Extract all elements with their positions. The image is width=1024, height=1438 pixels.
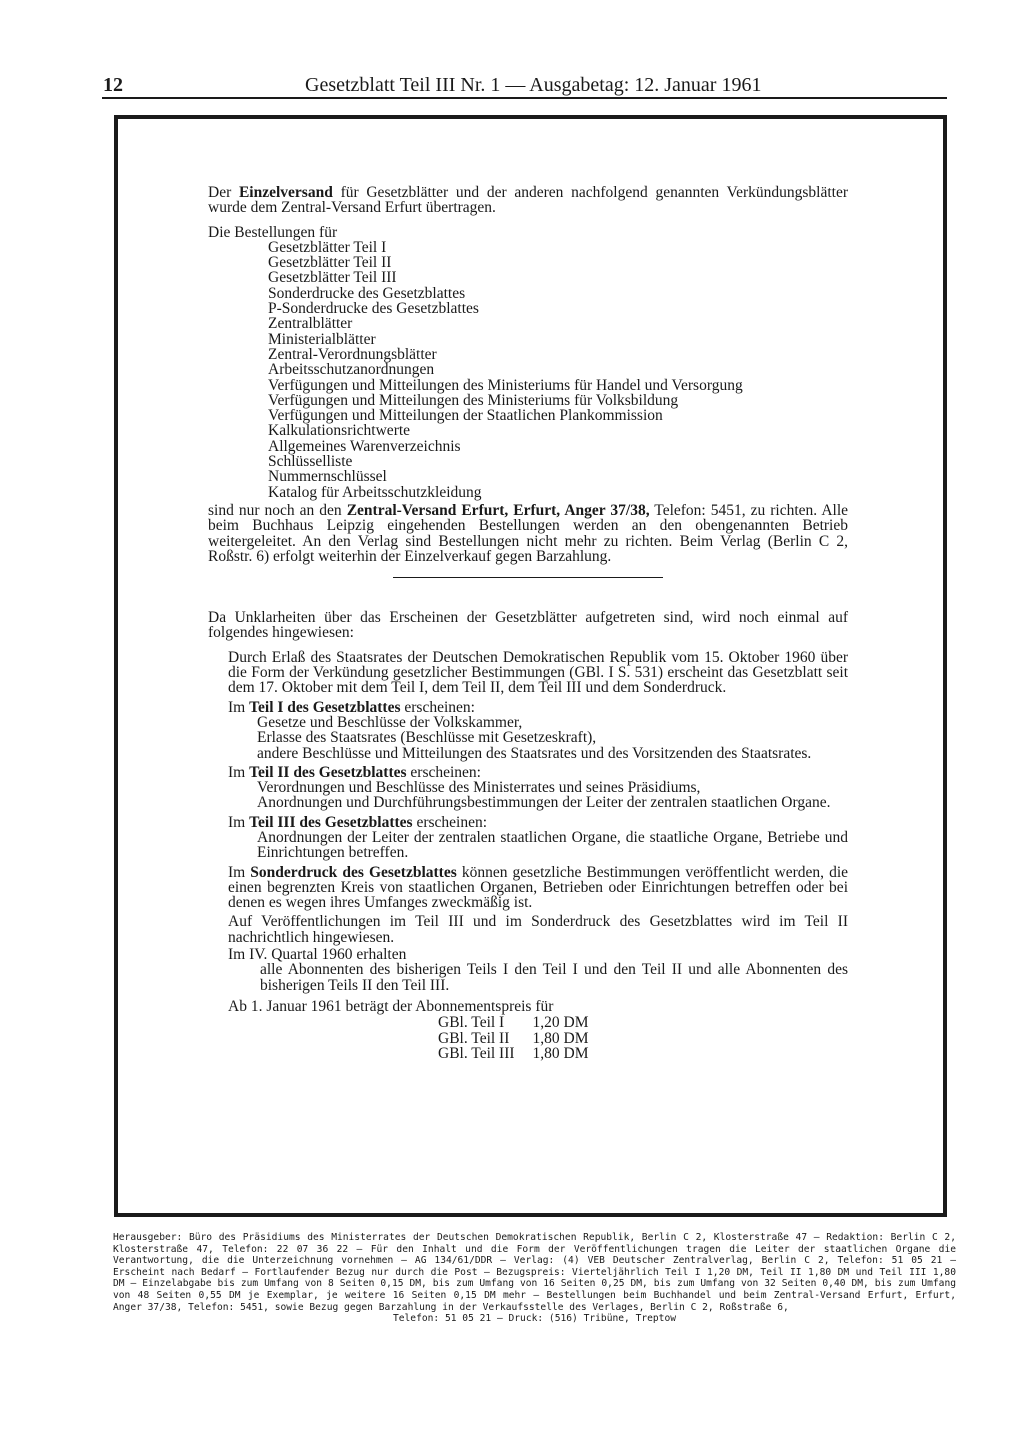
sonderdruck-paragraph: Im Sonderdruck des Gesetzblattes können gesetzliche Bestimmungen veröffentlicht werden, die einen begrenzten Kreis von staatlichen Organen, Betrieben oder Einrichtungen betreffen oder bei denen es wegen ihres Umfanges zweckmäßig ist. (228, 863, 849, 912)
price-label: GBl. Teil II (438, 1029, 510, 1047)
einzelversand-term: Einzelversand (238, 184, 333, 201)
list-item: Ministerialblätter (268, 330, 376, 348)
teil2-heading: Im Teil II des Gesetzblattes erscheinen: (228, 763, 481, 781)
teil1-heading: Im Teil I des Gesetzblattes erscheinen: (228, 698, 475, 716)
list-item: Gesetze und Beschlüsse der Volkskammer, (257, 713, 523, 731)
header-rule (102, 97, 947, 99)
table-row (438, 1015, 589, 1030)
list-item: Zentralblätter (268, 315, 353, 333)
list-item: Verfügungen und Mitteilungen der Staatlichen Plankommission (268, 407, 663, 425)
list-item: Anordnungen der Leiter der zentralen staatlichen Organe, die staatliche Organe, Betriebe und Einrichtungen betreffen. (257, 828, 848, 862)
table-row (438, 1046, 589, 1061)
einzelversand-intro: Der Einzelversand für Gesetzblätter und der anderen nachfolgend genannten Verkündungsblätter wurde dem Zentral-Versand Erfurt übertragen. (208, 184, 848, 217)
list-item: Arbeitsschutzanordnungen (268, 361, 435, 379)
notice-content (208, 185, 848, 1061)
list-item: Verfügungen und Mitteilungen des Ministeriums für Handel und Versorgung (268, 376, 743, 394)
imprint-text: Herausgeber: Büro des Präsidiums des Ministerrates der Deutschen Demokratischen Republik, Berlin C 2, Klosterstraße 47 — Redaktion: Berlin C 2, Klosterstraße 47, Telefon: 22 07 36 22 — Für den Inhalt und die Form der Veröffentlichungen tragen die Leiter der staatlichen Organe die Verantwortung, die die Unterzeichnung vornehmen — AG 134/61/DDR — Verlag: (4) VEB Deutscher Zentralverlag, Berlin C 2, Telefon: 51 05 21 — Erscheint nach Bedarf — Fortlaufender Bezug nur durch die Post — Bezugspreis: Vierteljährlich Teil I 1,20 DM, Teil II 1,80 DM und Teil III 1,80 DM — Einzelabgabe bis zum Umfang von 8 Seiten 0,15 DM, bis zum Umfang von 16 Seiten 0,25 DM, bis zum Umfang von 32 Seiten 0,40 DM, bis zum Umfang von 48 Seiten 0,55 DM je Exemplar, je weitere 16 Seiten 0,15 DM mehr — Bestellungen beim Buchhandel und beim Zentral-Versand Erfurt, Erfurt, Anger 37/38, Telefon: 5451, sowie Bezug gegen Barzahlung in der Verkaufsstelle des Verlages, Berlin C 2, Roßstraße 6, (113, 1232, 956, 1313)
bestellungen-closing: sind nur noch an den Zentral-Versand Erfurt, Erfurt, Anger 37/38, Telefon: 5451, zu richten. Alle beim Buchhaus Leipzig eingehenden Bestellungen werden an den obengenannten Betrieb weitergeleitet. An den Verlag sind Bestellungen nicht mehr zu richten. Beim Verlag (Berlin C 2, Roßstr. 6) erfolgt weiterhin der Einzelverkauf gegen Barzahlung. (208, 501, 849, 565)
imprint-last-line: Telefon: 51 05 21 — Druck: (516) Tribüne, Treptow (392, 1313, 677, 1325)
list-item: Anordnungen und Durchführungsbestimmungen der Leiter der zentralen staatlichen Organe. (257, 794, 831, 812)
price-value: 1,80 DM (532, 1029, 589, 1047)
teil2-list (208, 780, 848, 811)
list-item: Verfügungen und Mitteilungen des Ministeriums für Volksbildung (268, 391, 679, 409)
list-item: P-Sonderdrucke des Gesetzblattes (268, 300, 479, 318)
price-table (438, 1015, 589, 1061)
table-row (438, 1031, 589, 1046)
quartal-lead: Im IV. Quartal 1960 erhalten (228, 946, 407, 964)
running-header: Gesetzblatt Teil III Nr. 1 — Ausgabetag: 12. Januar 1961 (305, 74, 762, 96)
klarstellung-intro: Da Unklarheiten über das Erscheinen der Gesetzblätter aufgetreten sind, wird noch einmal auf folgendes hingewiesen: (208, 609, 848, 642)
list-item: Verordnungen und Beschlüsse des Ministerrates und seines Präsidiums, (257, 779, 701, 797)
list-item: Kalkulationsrichtwerte (268, 422, 411, 440)
price-label: GBl. Teil III (438, 1044, 515, 1062)
list-item: Sonderdrucke des Gesetzblattes (268, 284, 466, 302)
price-value: 1,20 DM (532, 1014, 589, 1032)
versand-address: Zentral-Versand Erfurt, Erfurt, Anger 37/38, (346, 501, 650, 519)
list-item: Gesetzblätter Teil III (268, 269, 397, 287)
list-item: andere Beschlüsse und Mitteilungen des Staatsrates und des Vorsitzenden des Staatsrates. (257, 744, 812, 762)
hinweis-paragraph: Auf Veröffentlichungen im Teil III und im Sonderdruck des Gesetzblattes wird im Teil II nachrichtlich hingewiesen. (228, 913, 848, 946)
list-item: Allgemeines Warenverzeichnis (268, 437, 461, 455)
teil1-list (208, 715, 848, 761)
blatt-list (208, 240, 848, 500)
teil3-heading: Im Teil III des Gesetzblattes erscheinen: (228, 813, 488, 831)
erlass-paragraph: Durch Erlaß des Staatsrates der Deutschen Demokratischen Republik vom 15. Oktober 1960 über die Form der Verkündung gesetzlicher Bestimmungen (GBl. I S. 531) erscheint das Gesetzblatt seit dem 17. Oktober mit dem Teil I, dem Teil II, dem Teil III und dem Sonderdruck. (228, 648, 848, 697)
page-number: 12 (103, 74, 123, 96)
quartal-text: alle Abonnenten des bisherigen Teils I den Teil I und den Teil II und alle Abonnenten des bisherigen Teils II den Teil III. (260, 961, 848, 994)
list-item: Zentral-Verordnungsblätter (268, 345, 437, 363)
list-item: Gesetzblätter Teil I (268, 238, 387, 256)
list-item: Gesetzblätter Teil II (268, 254, 392, 272)
price-value: 1,80 DM (532, 1044, 589, 1062)
teil3-list (208, 830, 848, 861)
list-item: Erlasse des Staatsrates (Beschlüsse mit Gesetzeskraft), (257, 729, 597, 747)
list-item: Nummernschlüssel (268, 468, 387, 486)
preis-lead: Ab 1. Januar 1961 beträgt der Abonnementspreis für (228, 997, 554, 1015)
list-item: Schlüsselliste (268, 453, 353, 471)
list-item: Katalog für Arbeitsschutzkleidung (268, 483, 482, 501)
bestellungen-lead: Die Bestellungen für (208, 223, 338, 241)
imprint-footer (113, 1232, 956, 1325)
price-label: GBl. Teil I (438, 1014, 505, 1032)
